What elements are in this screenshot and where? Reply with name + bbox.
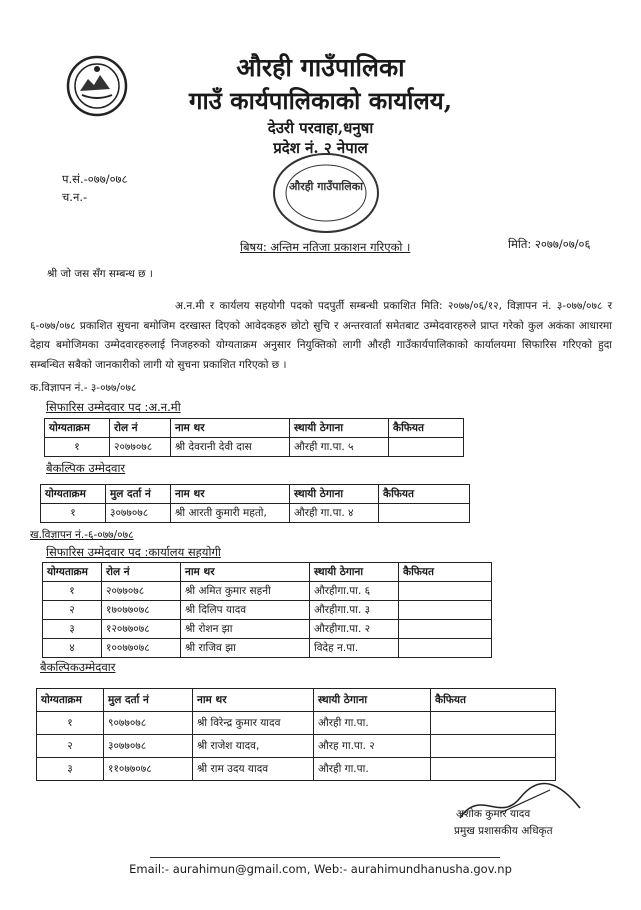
table-row: ३ ११०७७०७८ श्री राम उदय यादव औरही गा.पा. [37,758,556,781]
office-province: प्रदेश नं. २ नेपाल [273,139,368,157]
recommended-heading-ka: सिफारिस उम्मेदवार पद :अ.न.मी [46,400,181,414]
table-row: १ ९०७७०७८ श्री विरेन्द्र कुमार यादव औरही गा.पा. [37,712,556,735]
alternate-table-kha [36,688,556,781]
reference-number: प.सं.-०७७/०७८ [62,172,128,186]
table-row: १ ३०७७०७८ श्री आरती कुमारी महतो, औरही गा.पा. ४ [41,504,470,523]
ad-number-kha: ख.विज्ञापन नं.-६-०७७/०७८ [30,529,134,541]
table-row: १ २०७७०७८ श्री देवरानी देवी दास औरही गा.पा. ५ [45,438,464,457]
alternate-heading-kha: बैकल्पिकउम्मेदवार [40,660,116,674]
body-first-line: अ.न.मी र कार्यलय सहयोगी पदको पदपुर्ती सम्बन्धी प्रकाशित मिति: २०७७/०६/१२, विज्ञापन नं. ३-०७७/०७८ [175,300,603,312]
signatory-name: अशोक कुमार यादव [456,808,531,820]
stamp-text: औरही गाउँपालिका [288,180,364,193]
table-row: ४ १००७७०७८ श्री राजिव झा विदेह न.पा. [43,639,492,658]
office-stamp [270,150,382,236]
office-address: देउरी परवाहा,धनुषा [267,119,374,137]
footer-contact: Email:- aurahimun@gmail.com, Web:- aurahimundhanusha.gov.np [129,862,512,876]
salutation: श्री जो जस सँग सम्बन्ध छ । [47,268,153,280]
table-row: १ २०७७०७८ श्री अमित कुमार सहनी औरहीगा.पा. ६ [43,582,492,601]
table-row: २ १७०७७०७८ श्री दिलिप यादव औरहीगा.पा. ३ [43,601,492,620]
ad-number-ka: क.विज्ञापन नं.- ३-०७७/०७८ [30,382,137,394]
footer-divider [150,857,500,858]
col-rank: योग्यताक्रम [45,419,110,438]
table-row: २ ३०७७०७८ श्री राजेश यादव, औरह गा.पा. २ [37,735,556,758]
office-name: गाउँ कार्यपालिकाको कार्यालय, [188,86,453,115]
recommended-table-kha [42,562,492,658]
table-header-row [45,419,464,438]
issue-date: मिति: २०७७/०७/०६ [508,237,591,251]
col-remarks: कैफियत [389,419,464,438]
recommended-table-ka [44,418,464,457]
body-paragraph [30,297,612,375]
subject-line: बिषय: अन्तिम नतिजा प्रकाशन गरिएको । [240,240,411,254]
table-row: ३ १२०७७०७८ श्री रोशन झा औरहीगा.पा. २ [43,620,492,639]
table-header-row: योग्यताक्रम मुल दर्ता नं नाम थर स्थायी ठेगाना कैफियत [37,689,556,712]
signatory-designation: प्रमुख प्रशासकीय अधिकृत [454,825,553,837]
table-header-row: योग्यताक्रम मुल दर्ता नं नाम थर स्थायी ठेगाना कैफियत [41,485,470,504]
page-title: औरही गाउँपालिका [236,53,405,82]
col-roll: रोल नं [110,419,171,438]
col-address: स्थायी ठेगाना [290,419,389,438]
recommended-heading-kha: सिफारिस उम्मेदवार पद :कार्यालय सहयोगी [46,545,221,559]
alternate-heading-ka: बैकल्पिक उम्मेदवार [46,461,126,475]
table-header-row: योग्यताक्रम रोल नं नाम थर स्थायी ठेगाना कैफियत [43,563,492,582]
alternate-table-ka [40,484,470,523]
col-name: नाम थर [171,419,290,438]
dispatch-number: च.न.- [62,190,88,204]
body-rest: र ६-०७७/०७८ प्रकाशित सुचना बमोजिम दरखास्त दिएको आवेदकहरु छोटो सुचि र अन्तरवार्ता समेतबाट उम्मेदवारहरुले प्राप्त गरेको कुल अकंका आधारमा देहाय बमोजिमका उम्मेदवारहरुलाई निजहरुको योग्यताक्रम अनुसार नियुक्तिको लागी औरही गाउँकार्यपालिकाको कार्यालयमा सिफारिस गरिएको हुदा सम्बन्धित सबैको जानकारीको लागी यो सुचना प्रकाशित गरिएको छ । [30,300,612,371]
